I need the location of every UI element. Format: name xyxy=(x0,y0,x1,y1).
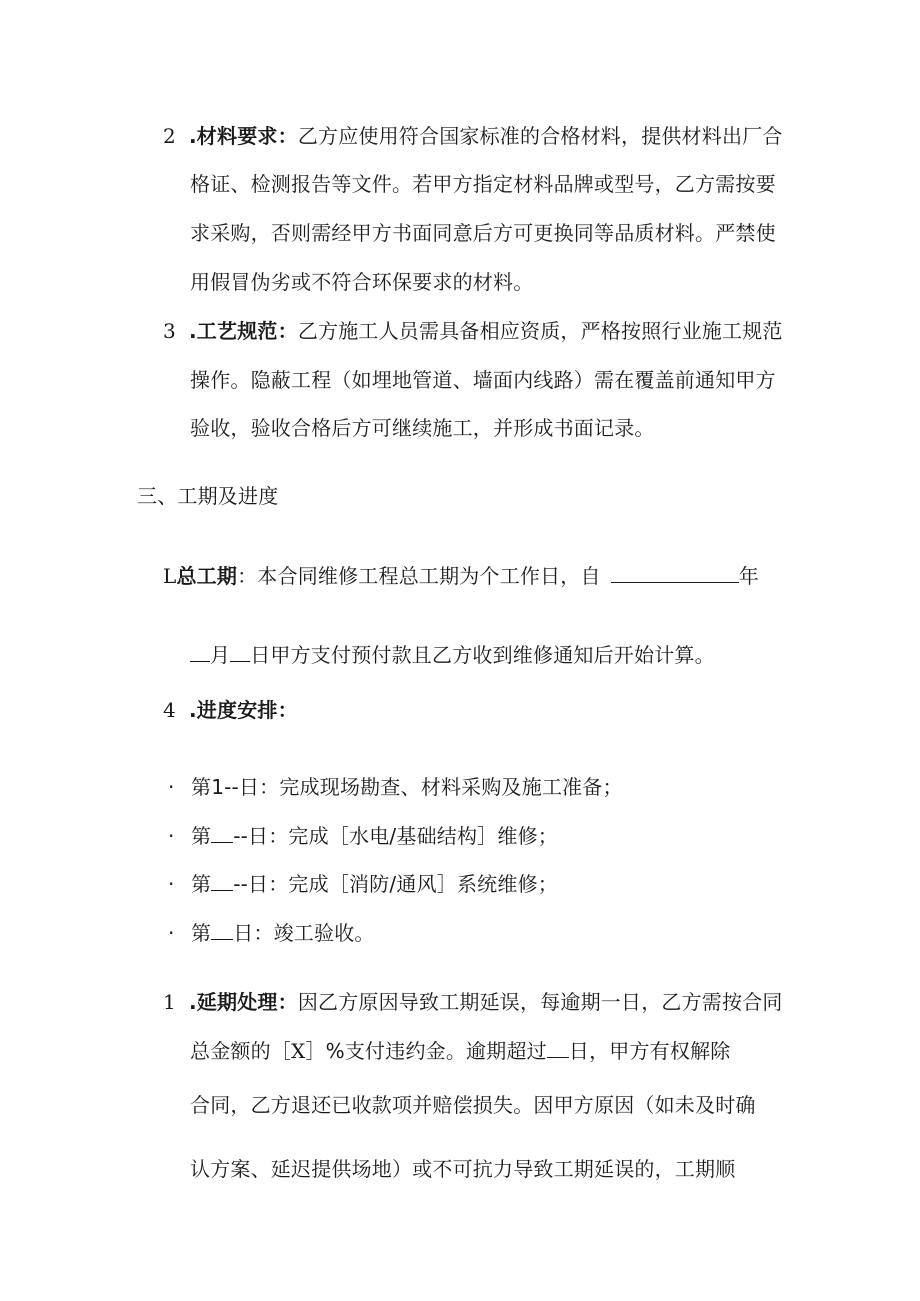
item-text: 乙方施工人员需具备相应资质，严格按照行业施工规范 xyxy=(297,319,783,343)
schedule-text: --日：完成［消防/通风］系统维修； xyxy=(233,872,558,896)
schedule-text: 第 xyxy=(191,824,212,848)
item-material-line2: 格证、检测报告等文件。若甲方指定材料品牌或型号，乙方需按要 xyxy=(190,172,776,196)
item-number: 4 xyxy=(163,698,176,722)
item-text: ：本合同维修工程总工期为个工作日，自 xyxy=(237,564,601,588)
bullet-icon: · xyxy=(168,824,175,848)
delay-line1 xyxy=(163,988,783,1016)
bullet-icon: · xyxy=(168,872,175,896)
blank-field xyxy=(230,643,250,662)
item-number: 1 xyxy=(163,990,176,1014)
item-material-line3: 求采购，否则需经甲方书面同意后方可更换同等品质材料。严禁使 xyxy=(190,221,776,245)
item-text: 因乙方原因导致工期延误，每逾期一日，乙方需按合同 xyxy=(297,990,783,1014)
delay-line4: 认方案、延迟提供场地）或不可抗力导致工期延误的，工期顺 xyxy=(190,1157,736,1181)
item-craft-line2: 操作。隐蔽工程（如埋地管道、墙面内线路）需在覆盖前通知甲方 xyxy=(190,368,776,392)
day-text: 日甲方支付预付款且乙方收到维修通知后开始计算。 xyxy=(250,643,715,667)
schedule-text: 日：竣工验收。 xyxy=(233,921,375,945)
delay-text: %支付违约金。逾期超过 xyxy=(325,1039,547,1063)
blank-field xyxy=(211,824,233,843)
month-label: 月 xyxy=(210,643,231,667)
bullet-icon: · xyxy=(168,775,175,799)
item-craft-line3: 验收，验收合格后方可继续施工，并形成书面记录。 xyxy=(190,416,655,440)
item-material-line1 xyxy=(163,122,783,150)
schedule-text: 第 xyxy=(191,872,212,896)
blank-field xyxy=(211,921,233,940)
blank-field xyxy=(611,564,739,583)
total-period-line2 xyxy=(190,641,715,669)
item-title: 总工期 xyxy=(176,564,238,588)
item-number: 3 xyxy=(163,319,176,343)
item-prefix: L xyxy=(163,564,177,588)
blank-field xyxy=(547,1039,569,1058)
item-title: .延期处理： xyxy=(189,990,298,1014)
section-heading: 三、工期及进度 xyxy=(137,484,279,508)
year-label: 年 xyxy=(738,564,759,588)
schedule-item-2 xyxy=(191,822,558,850)
schedule-item-4 xyxy=(191,919,375,947)
bullet-icon: · xyxy=(168,921,175,945)
schedule-heading xyxy=(163,696,298,724)
delay-line3: 合同，乙方退还已收款项并赔偿损失。因甲方原因（如未及时确 xyxy=(190,1093,756,1117)
item-craft-line1 xyxy=(163,317,783,345)
item-title: .材料要求： xyxy=(189,124,298,148)
total-period-line1 xyxy=(163,562,759,590)
schedule-text: 第 xyxy=(191,921,212,945)
delay-rate-placeholder: ［X］ xyxy=(270,1039,326,1063)
delay-text: 日，甲方有权解除 xyxy=(568,1039,731,1063)
schedule-item-1: 第1--日：完成现场勘查、材料采购及施工准备； xyxy=(191,775,623,799)
schedule-item-3 xyxy=(191,870,558,898)
schedule-text: --日：完成［水电/基础结构］维修； xyxy=(233,824,558,848)
blank-field xyxy=(190,643,210,662)
item-material-line4: 用假冒伪劣或不符合环保要求的材料。 xyxy=(190,270,534,294)
delay-line2 xyxy=(190,1037,730,1065)
blank-field xyxy=(211,872,233,891)
delay-text: 总金额的 xyxy=(190,1039,271,1063)
item-number: 2 xyxy=(163,124,176,148)
item-title: .进度安排： xyxy=(189,698,298,722)
item-title: .工艺规范： xyxy=(189,319,298,343)
item-text: 乙方应使用符合国家标准的合格材料，提供材料出厂合 xyxy=(297,124,783,148)
